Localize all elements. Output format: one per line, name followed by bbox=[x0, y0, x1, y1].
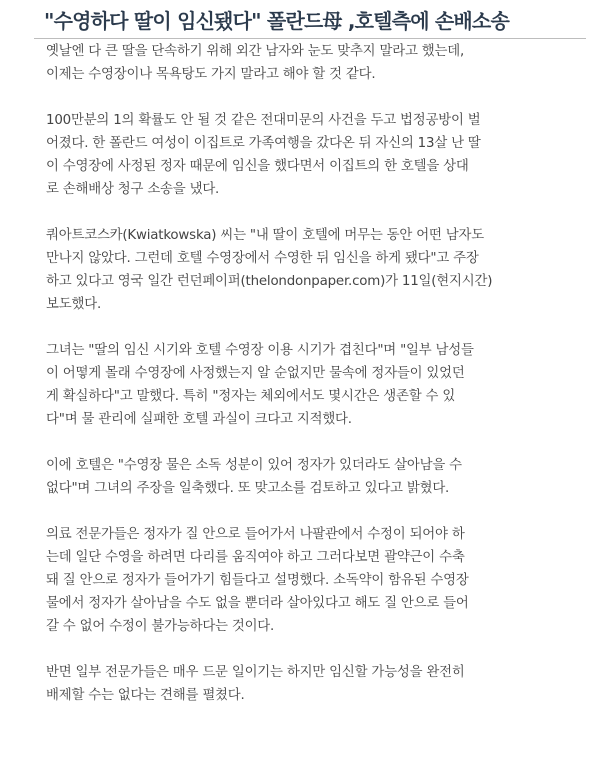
article-paragraph bbox=[46, 661, 594, 707]
paragraph-line: 없다"며 그녀의 주장을 일축했다. 또 맞고소를 검토하고 있다고 밝혔다. bbox=[46, 481, 450, 496]
paragraph-line: 보도했다. bbox=[46, 297, 101, 312]
article-paragraph bbox=[46, 523, 594, 638]
paragraph-line: 는데 일단 수영을 하려면 다리를 움직여야 하고 그러다보면 괄약근이 수축 bbox=[46, 550, 465, 565]
paragraph-line: 물에서 정자가 살아남을 수도 없을 뿐더라 살아있다고 해도 질 안으로 들어 bbox=[46, 596, 469, 611]
paragraph-line: 이제는 수영장이나 목욕탕도 가지 말라고 해야 할 것 같다. bbox=[46, 67, 376, 82]
paragraph-line: 옛날엔 다 큰 딸을 단속하기 위해 외간 남자와 눈도 맞추지 말라고 했는데, bbox=[46, 44, 465, 59]
paragraph-line: 하고 있다고 영국 일간 런던페이퍼(thelondonpaper.com)가 11일(현지시간) bbox=[46, 274, 493, 289]
paragraph-line: 갈 수 없어 수정이 불가능하다는 것이다. bbox=[46, 619, 275, 634]
article-paragraph bbox=[46, 109, 594, 201]
article-body bbox=[46, 40, 594, 730]
paragraph-line: 만나지 않았다. 그런데 호텔 수영장에서 수영한 뒤 임신을 하게 됐다"고 주장 bbox=[46, 251, 479, 266]
paragraph-line: 로 손해배상 청구 소송을 냈다. bbox=[46, 182, 220, 197]
article-paragraph bbox=[46, 339, 594, 431]
paragraph-line: 배제할 수는 없다는 견해를 펼쳤다. bbox=[46, 688, 245, 703]
article-headline: "수영하다 딸이 임신됐다" 폴란드母 ,호텔측에 손배소송 bbox=[44, 9, 509, 33]
paragraph-line: 쿼아트코스카(Kwiatkowska) 씨는 "내 딸이 호텔에 머무는 동안 어떤 남자도 bbox=[46, 228, 484, 243]
paragraph-line: 이 어떻게 몰래 수영장에 사정했는지 알 순없지만 물속에 정자들이 있었던 bbox=[46, 366, 465, 381]
article-paragraph bbox=[46, 40, 594, 86]
paragraph-line: 다"며 물 관리에 실패한 호텔 과실이 크다고 지적했다. bbox=[46, 412, 352, 427]
article-paragraph bbox=[46, 224, 594, 316]
paragraph-line: 이에 호텔은 "수영장 물은 소독 성분이 있어 정자가 있더라도 살아남을 수 bbox=[46, 458, 462, 473]
paragraph-line: 어졌다. 한 폴란드 여성이 이집트로 가족여행을 갔다온 뒤 자신의 13살 난 딸 bbox=[46, 136, 481, 151]
paragraph-line: 그녀는 "딸의 임신 시기와 호텔 수영장 이용 시기가 겹친다"며 "일부 남성들 bbox=[46, 343, 474, 358]
paragraph-line: 의료 전문가들은 정자가 질 안으로 들어가서 나팔관에서 수정이 되어야 하 bbox=[46, 527, 465, 542]
paragraph-line: 돼 질 안으로 정자가 들어가기 힘들다고 설명했다. 소독약이 함유된 수영장 bbox=[46, 573, 469, 588]
paragraph-line: 이 수영장에 사정된 정자 때문에 임신을 했다면서 이집트의 한 호텔을 상대 bbox=[46, 159, 469, 174]
paragraph-line: 반면 일부 전문가들은 매우 드문 일이기는 하지만 임신할 가능성을 완전히 bbox=[46, 665, 465, 680]
headline-divider bbox=[34, 38, 586, 39]
paragraph-line: 게 확실하다"고 말했다. 특히 "정자는 체외에서도 몇시간은 생존할 수 있 bbox=[46, 389, 456, 404]
paragraph-line: 100만분의 1의 확률도 안 될 것 같은 전대미문의 사건을 두고 법정공방이 벌 bbox=[46, 113, 481, 128]
article-paragraph bbox=[46, 454, 594, 500]
